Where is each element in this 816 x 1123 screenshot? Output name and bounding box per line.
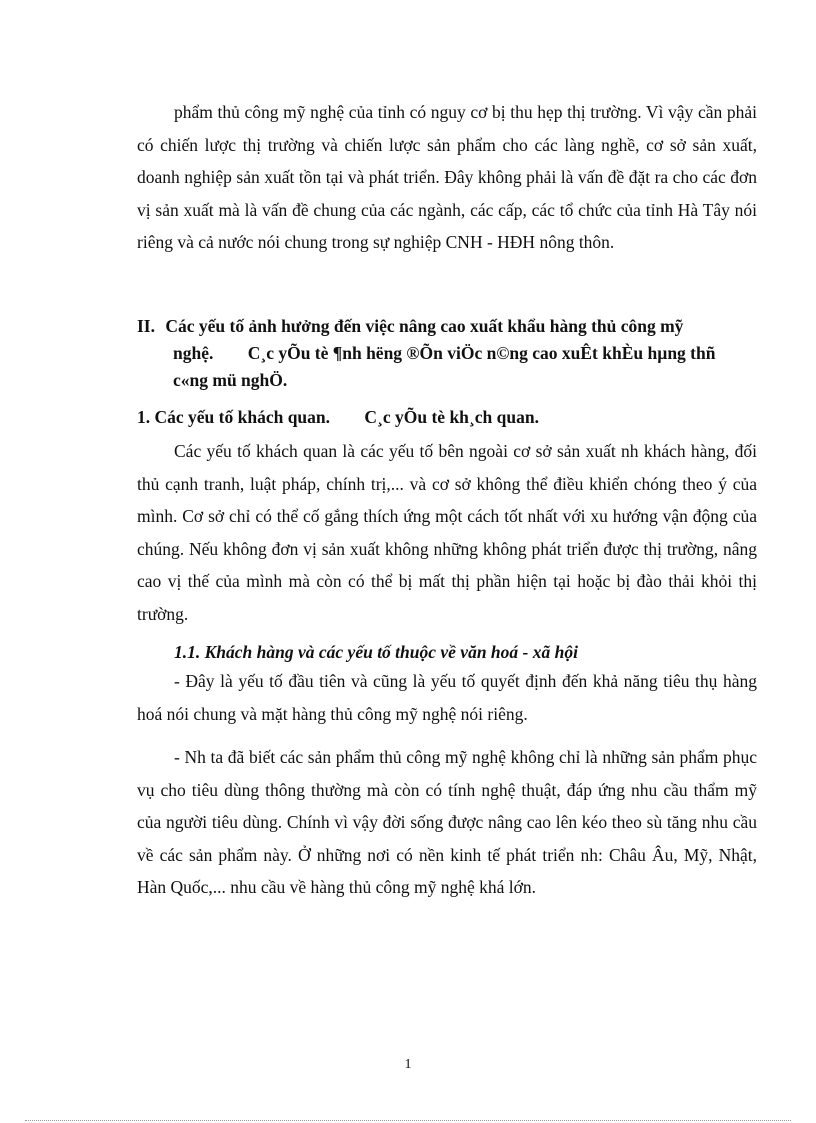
body-paragraph-4: - Nh ta đã biết các sản phẩm thủ công mỹ nghệ không chỉ là những sản phẩm phục vụ cho tiêu dùng thông thường mà còn có tính nghệ thuật, đáp ứng nhu cầu thẩm mỹ của người tiêu dùng. Chính vì vậy đời sống được nâng cao lên kéo theo sù tăng nhu cầu về các sản phẩm này. Ở những nơi có nền kinh tế phát triển nh: Châu Âu, Mỹ, Nhật, Hàn Quốc,... nhu cầu về hàng thủ công mỹ nghệ khá lớn.	[137, 747, 757, 897]
section-heading-line3-legacy: c«ng mü nghÖ.	[173, 370, 288, 390]
body-paragraph-3: - Đây là yếu tố đầu tiên và cũng là yếu tố quyết định đến khả năng tiêu thụ hàng hoá nói chung và mặt hàng thủ công mỹ nghệ nói riêng.	[137, 671, 757, 724]
page-bottom-divider	[25, 1120, 791, 1121]
section-heading-line2-unicode: nghệ.	[173, 343, 214, 363]
section-heading-line2-legacy: C¸c yÕu tè ¶nh hëng ®Õn viÖc n©ng cao xuÊt khÈu hµng thñ	[247, 343, 716, 363]
body-paragraph-2: Các yếu tố khách quan là các yếu tố bên ngoài cơ sở sản xuất nh khách hàng, đối thủ cạnh tranh, luật pháp, chính trị,... và cơ sở không thể điều khiển chóng theo ý của mình. Cơ sở chỉ có thể cố gắng thích ứng một cách tốt nhất với xu hướng vận động của chúng. Nếu không đơn vị sản xuất không những không phát triển được thị trường, nâng cao vị thế của mình mà còn có thể bị mất thị phần hiện tại hoặc bị đào thải khỏi thị trường.	[137, 441, 757, 624]
body-paragraph-1: phẩm thủ công mỹ nghệ của tỉnh có nguy cơ bị thu hẹp thị trường. Vì vậy cần phải có chiến lược thị trường và chiến lược sản phẩm cho các làng nghề, cơ sở sản xuất, doanh nghiệp sản xuất tồn tại và phát triển. Đây không phải là vấn đề đặt ra cho các đơn vị sản xuất mà là vấn đề chung của các ngành, các cấp, các tổ chức của tỉnh Hà Tây nói riêng và cả nước nói chung trong sự nghiệp CNH - HĐH nông thôn.	[137, 102, 757, 252]
subsection-heading-legacy: C¸c yÕu tè kh¸ch quan.	[364, 407, 539, 427]
subsection-heading-unicode: 1. Các yếu tố khách quan.	[137, 407, 331, 427]
section-number: II.	[137, 316, 155, 336]
section-heading-line1: Các yếu tố ảnh hưởng đến việc nâng cao xuất khẩu hàng thủ công mỹ	[165, 316, 684, 336]
section-heading-ii	[137, 313, 757, 394]
subsection-heading-1	[137, 404, 757, 431]
page-number: 1	[404, 1057, 412, 1072]
subsubsection-heading-1-1: 1.1. Khách hàng và các yếu tố thuộc về văn hoá - xã hội	[174, 642, 578, 662]
